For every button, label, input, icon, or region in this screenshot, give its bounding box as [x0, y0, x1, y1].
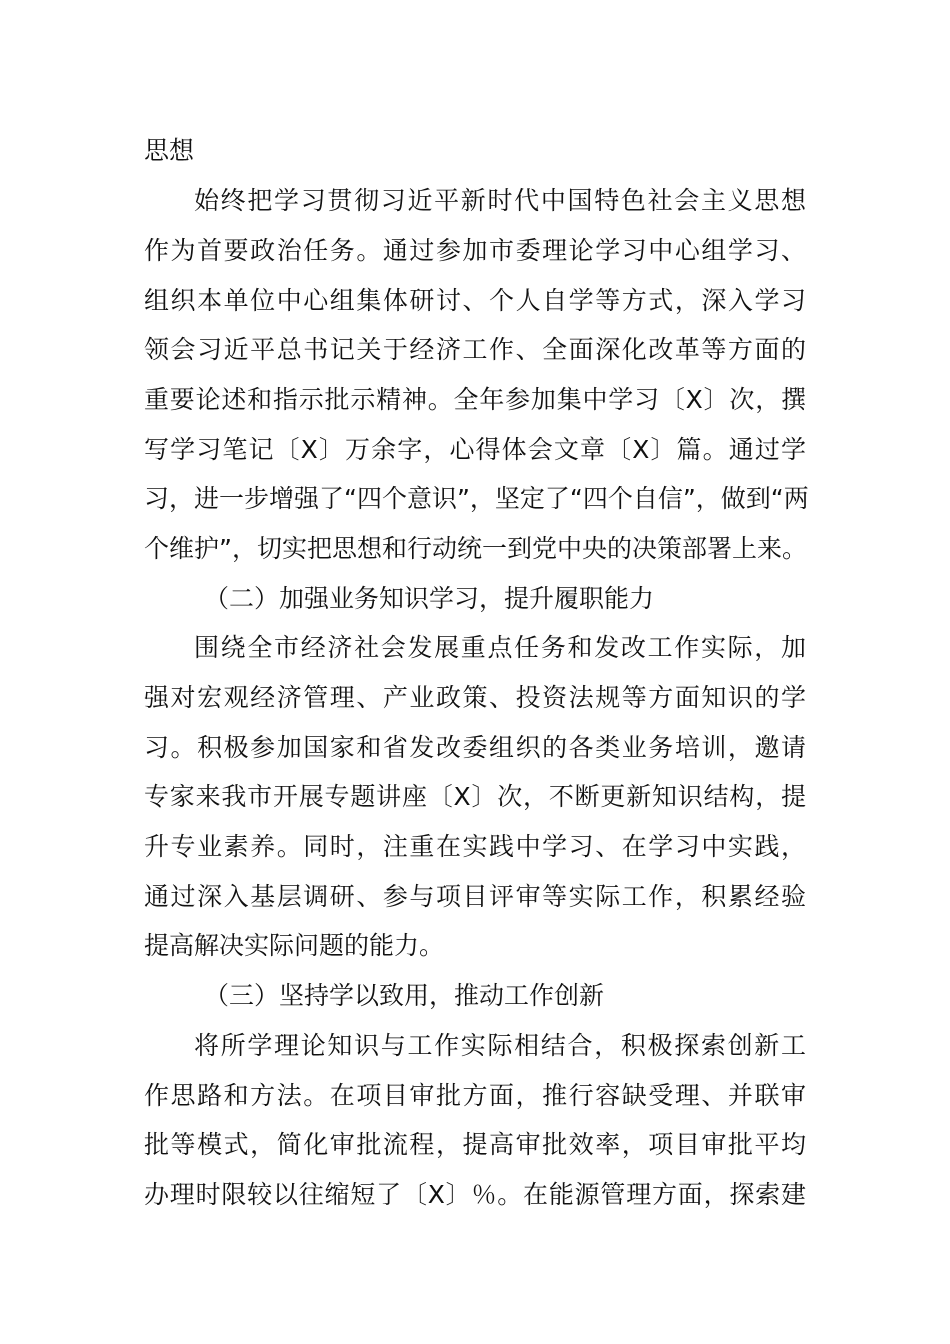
text-line-14: 专家来我市开展专题讲座〔X〕次，不断更新知识结构，提 — [144, 782, 806, 811]
text-line-8: 习，进一步增强了“四个意识”，坚定了“四个自信”，做到“两 — [144, 484, 809, 513]
text-line-4: 组织本单位中心组集体研讨、个人自学等方式，深入学习 — [144, 286, 806, 315]
text-line-9: 个维护”，切实把思想和行动统一到党中央的决策部署上来。 — [144, 534, 807, 563]
text-line-20: 作思路和方法。在项目审批方面，推行容缺受理、并联审 — [144, 1081, 806, 1110]
section-heading-2: （二）加强业务知识学习，提升履职能力 — [204, 584, 655, 613]
text-line-2: 始终把学习贯彻习近平新时代中国特色社会主义思想 — [194, 186, 806, 215]
text-line-7: 写学习笔记〔X〕万余字，心得体会文章〔X〕篇。通过学 — [144, 435, 806, 464]
text-line-15: 升专业素养。同时，注重在实践中学习、在学习中实践， — [144, 832, 806, 861]
text-line-12: 强对宏观经济管理、产业政策、投资法规等方面知识的学 — [144, 683, 806, 712]
text-line-21: 批等模式，简化审批流程，提高审批效率，项目审批平均 — [144, 1130, 806, 1159]
text-line-19: 将所学理论知识与工作实际相结合，积极探索创新工 — [194, 1031, 806, 1060]
text-line-6: 重要论述和指示批示精神。全年参加集中学习〔X〕次，撰 — [144, 385, 806, 414]
text-line-11: 围绕全市经济社会发展重点任务和发改工作实际，加 — [194, 633, 806, 662]
text-line-13: 习。积极参加国家和省发改委组织的各类业务培训，邀请 — [144, 733, 806, 762]
text-line-3: 作为首要政治任务。通过参加市委理论学习中心组学习、 — [144, 236, 806, 265]
text-line-5: 领会习近平总书记关于经济工作、全面深化改革等方面的 — [144, 335, 806, 364]
text-line-1: 思想 — [144, 136, 195, 165]
text-line-22: 办理时限较以往缩短了〔X〕％。在能源管理方面，探索建 — [144, 1180, 806, 1209]
section-heading-3: （三）坚持学以致用，推动工作创新 — [204, 981, 605, 1010]
text-line-17: 提高解决实际问题的能力。 — [144, 931, 445, 960]
text-line-16: 通过深入基层调研、参与项目评审等实际工作，积累经验 — [144, 882, 806, 911]
